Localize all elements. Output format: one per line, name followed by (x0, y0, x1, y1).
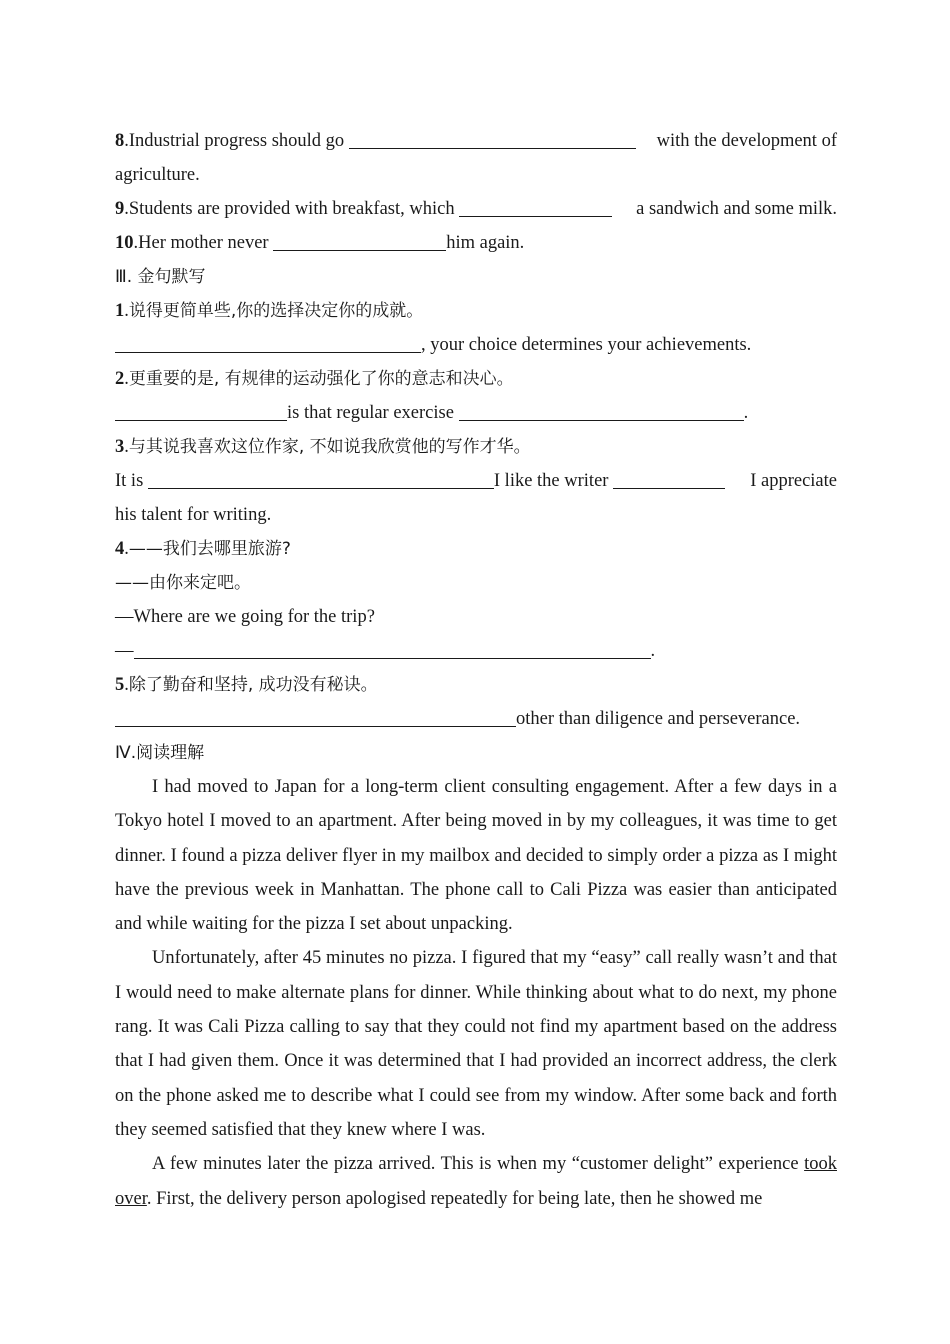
sentence-item-5-en (115, 702, 837, 736)
answer-blank[interactable] (459, 400, 744, 421)
item-text: Industrial progress should go (128, 131, 349, 151)
sentence-item-5-cn: 5.除了勤奋和坚持, 成功没有秘诀。 (115, 675, 378, 695)
chinese-sentence: 说得更简单些,你的选择决定你的成就。 (128, 301, 424, 321)
sentence-item-3-en (115, 464, 837, 498)
item-number: 1 (115, 301, 125, 321)
item-number: 9 (115, 199, 125, 219)
item-number: 5 (115, 675, 125, 695)
english-text: is that regular exercise (287, 403, 459, 423)
reading-paragraph-2: Unfortunately, after 45 minutes no pizza. I figured that my “easy” call really wasn’t and that I would need to make alternate plans for dinner. While thinking about what to do next, my phone rang. It was Cali Pizza calling to say that they could not find my apartment based on the address that I had given them. Once it was determined that I had provided an incorrect address, the clerk on the phone asked me to describe what I could see from my window. After some back and forth they seemed satisfied that they knew where I was. (115, 948, 837, 1140)
item-text: Her mother never (138, 233, 274, 253)
item-number: 3 (115, 437, 125, 457)
answer-blank[interactable] (148, 468, 494, 489)
english-text: I appreciate (750, 471, 837, 491)
item-text: him again. (446, 233, 525, 253)
item-text-continued: agriculture. (115, 165, 200, 185)
english-text: — (115, 641, 134, 661)
paragraph-text: . First, the delivery person apologised repeatedly for being late, then he showed me (146, 1188, 763, 1209)
item-text: with the development of (656, 131, 837, 151)
underlined-phrase: took over (115, 1154, 837, 1209)
chinese-sentence: 与其说我喜欢这位作家, 不如说我欣赏他的写作才华。 (128, 437, 531, 457)
sentence-item-1-cn: 1.说得更简单些,你的选择决定你的成就。 (115, 301, 424, 321)
sentence-item-4-cn-answer: ——由你来定吧。 (115, 573, 251, 593)
chinese-sentence: 除了勤奋和坚持, 成功没有秘诀。 (128, 675, 378, 695)
english-text: . (743, 403, 749, 423)
answer-blank[interactable] (115, 332, 421, 353)
fill-blank-item-8: 8.Industrial progress should go with the development of (115, 124, 837, 158)
item-text: Students are provided with breakfast, which (128, 199, 460, 219)
fill-blank-item-9: 9.Students are provided with breakfast, which a sandwich and some milk. (115, 192, 837, 226)
reading-paragraph-1: I had moved to Japan for a long-term client consulting engagement. After a few days in a Tokyo hotel I moved to an apartment. After being moved in by my colleagues, it was time to get dinner. I found a pizza deliver flyer in my mailbox and decided to simply order a pizza as I might have the previous week in Manhattan. The phone call to Cali Pizza was easier than anticipated and while waiting for the pizza I set about unpacking. (115, 777, 837, 935)
item-number: 2 (115, 369, 125, 389)
answer-blank[interactable] (613, 468, 725, 489)
sentence-item-4-en-question: —Where are we going for the trip? (115, 607, 375, 627)
sentence-item-2-en (115, 396, 837, 430)
sentence-item-4-cn-question: 4.——我们去哪里旅游? (115, 539, 291, 559)
answer-blank[interactable] (115, 400, 287, 421)
item-number: 4 (115, 539, 125, 559)
answer-blank[interactable] (349, 128, 636, 149)
item-text: a sandwich and some milk. (636, 199, 837, 219)
section-title: Ⅳ.阅读理解 (115, 743, 205, 763)
english-text-continued: his talent for writing. (115, 505, 272, 525)
item-number: 8 (115, 131, 125, 151)
english-text: . (650, 641, 656, 661)
answer-blank[interactable] (273, 230, 446, 251)
paragraph-text: A few minutes later the pizza arrived. This is when my “customer delight” experience (152, 1154, 805, 1175)
fill-blank-item-10: 10.Her mother never him again. (115, 226, 837, 260)
reading-paragraph-3 (115, 1147, 837, 1216)
answer-blank[interactable] (459, 196, 612, 217)
section-title: Ⅲ. 金句默写 (115, 267, 206, 287)
item-number: 10 (115, 233, 134, 253)
sentence-item-3-cn: 3.与其说我喜欢这位作家, 不如说我欣赏他的写作才华。 (115, 437, 531, 457)
english-text: It is (115, 471, 148, 491)
worksheet-page (115, 124, 837, 1216)
answer-blank[interactable] (134, 638, 651, 659)
sentence-item-2-cn: 2.更重要的是, 有规律的运动强化了你的意志和决心。 (115, 369, 514, 389)
answer-blank[interactable] (115, 706, 516, 727)
english-text: , your choice determines your achievements. (421, 335, 752, 355)
sentence-item-1-en (115, 328, 837, 362)
english-text: I like the writer (493, 471, 614, 491)
sentence-item-4-en-answer (115, 634, 837, 668)
chinese-sentence: ——我们去哪里旅游? (128, 539, 291, 559)
english-text: other than diligence and perseverance. (516, 709, 801, 729)
chinese-sentence: 更重要的是, 有规律的运动强化了你的意志和决心。 (128, 369, 514, 389)
